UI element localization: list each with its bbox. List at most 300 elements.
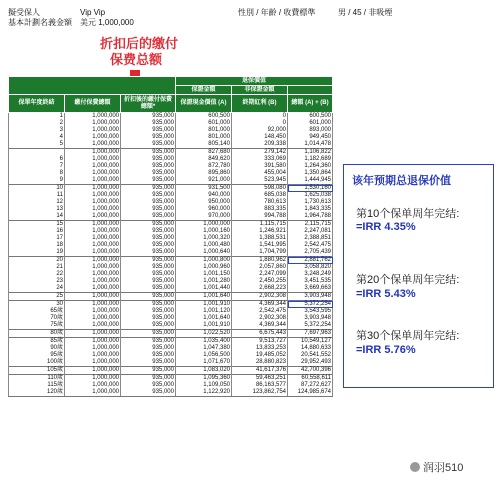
table-row (9, 308, 333, 315)
table-cell: 18 (9, 242, 65, 249)
table-cell: 4,369,344 (232, 322, 288, 330)
table-cell: 1,000,960 (176, 264, 232, 271)
table-cell: 935,000 (121, 382, 176, 389)
table-cell: 1,000,000 (65, 301, 121, 309)
table-cell: 935,000 (121, 120, 176, 127)
table-cell: 1,704,799 (232, 249, 288, 257)
table-cell: 2,388,851 (288, 235, 333, 242)
table-cell: 935,000 (121, 156, 176, 163)
table-cell: 523,945 (232, 177, 288, 185)
table-cell: 2,902,308 (232, 315, 288, 322)
table-cell: 80歲 (9, 330, 65, 338)
table-cell: 25 (9, 293, 65, 301)
table-cell: 120歲 (9, 389, 65, 397)
table-row (9, 293, 333, 301)
table-cell: 115歲 (9, 382, 65, 389)
col-discounted-premium: 折扣後的繳付保費總額* (121, 95, 176, 113)
table-cell: 2,668,223 (232, 285, 288, 293)
table-cell: 935,000 (121, 228, 176, 235)
guaranteed-subheader: 保證金額 (176, 86, 232, 95)
table-cell: 1,625,038 (288, 192, 333, 199)
table-cell: 935,000 (121, 170, 176, 177)
table-cell: 1,843,335 (288, 206, 333, 213)
table-cell: 10 (9, 185, 65, 193)
table-cell: 1,115,715 (232, 221, 288, 229)
table-row (9, 163, 333, 170)
table-cell: 3 (9, 127, 65, 134)
table-cell: 209,338 (232, 141, 288, 149)
year10-label: 第10个保单周年完结: (356, 208, 460, 220)
table-cell: 1,001,440 (176, 285, 232, 293)
table-cell: 3,669,663 (288, 285, 333, 293)
table-row (9, 375, 333, 383)
table-cell: 2,450,255 (232, 278, 288, 285)
table-row (9, 389, 333, 397)
sum-label: 基本計劃名義金額 (8, 18, 72, 27)
table-cell: 1,000,000 (65, 389, 121, 397)
table-cell: 2,542,475 (288, 242, 333, 249)
col-total: 總額 (A) + (B) (288, 95, 333, 113)
table-cell: 1,000,000 (65, 330, 121, 338)
table-cell: 1,056,500 (176, 352, 232, 359)
table-cell: 935,000 (121, 149, 176, 157)
table-cell: 4 (9, 134, 65, 141)
table-cell: 21 (9, 264, 65, 271)
table-cell: 13 (9, 206, 65, 213)
table-cell: 13,833,253 (232, 345, 288, 352)
insured-label: 擬受保人 (8, 8, 40, 17)
table-cell: 1,000,000 (65, 345, 121, 352)
table-cell: 1,000,000 (65, 257, 121, 265)
table-cell: 42,700,396 (288, 367, 333, 375)
table-cell: 600,500 (176, 113, 232, 121)
table-cell: 1,001,640 (176, 293, 232, 301)
table-cell: 935,000 (121, 330, 176, 338)
table-cell: 1,000,000 (65, 206, 121, 213)
table-cell: 1,001,640 (176, 315, 232, 322)
table-cell: 85歲 (9, 338, 65, 346)
table-cell: 5 (9, 141, 65, 149)
table-cell: 95歲 (9, 352, 65, 359)
table-row (9, 177, 333, 185)
table-cell: 935,000 (121, 127, 176, 134)
table-row (9, 213, 333, 221)
table-cell: 1,000,000 (65, 242, 121, 249)
table-cell: 935,000 (121, 257, 176, 265)
table-cell: 1,001,120 (176, 308, 232, 315)
table-cell: 1,000,000 (65, 367, 121, 375)
table-cell: 893,000 (288, 127, 333, 134)
table-cell: 935,000 (121, 199, 176, 206)
table-cell: 1,000,640 (176, 249, 232, 257)
sum-value: 美元 1,000,000 (80, 18, 134, 27)
table-cell: 14 (9, 213, 65, 221)
table-cell: 6,675,443 (232, 330, 288, 338)
table-row (9, 322, 333, 330)
table-cell: 1,000,000 (65, 375, 121, 383)
col-total-premium: 繳付保費總額 (65, 95, 121, 113)
table-row (9, 221, 333, 229)
table-cell: 100歲 (9, 359, 65, 367)
table-cell: 935,000 (121, 185, 176, 193)
year20-label: 第20个保单周年完结: (356, 274, 460, 286)
table-cell: 1,083,020 (176, 367, 232, 375)
table-cell: 7,697,963 (288, 330, 333, 338)
table-cell: 1,388,531 (232, 235, 288, 242)
table-cell: 1,000,000 (65, 185, 121, 193)
table-cell: 5,372,254 (288, 301, 333, 309)
table-cell: 935,000 (121, 242, 176, 249)
table-cell: 1,001,910 (176, 301, 232, 309)
table-cell: 1,000,000 (65, 359, 121, 367)
table-cell: 3,543,595 (288, 308, 333, 315)
table-row (9, 192, 333, 199)
table-cell: 949,450 (288, 134, 333, 141)
table-row (9, 206, 333, 213)
table-cell: 1,000,000 (65, 285, 121, 293)
table-cell: 1,000,000 (65, 315, 121, 322)
table-cell: 935,000 (121, 163, 176, 170)
annotation-line1: 折扣后的缴付 (100, 36, 179, 51)
year30-irr: =IRR 5.76% (356, 344, 416, 356)
table-cell: 1,000,000 (65, 149, 121, 157)
watermark (410, 459, 463, 475)
table-row (9, 113, 333, 121)
col-policy-year: 保單年度終結 (9, 95, 65, 113)
table-cell: 2,881,762 (288, 257, 333, 265)
table-cell: 28,880,823 (232, 359, 288, 367)
table-cell: 970,000 (176, 213, 232, 221)
table-cell: 827,680 (176, 149, 232, 157)
table-cell: 935,000 (121, 345, 176, 352)
table-cell: 20,541,552 (288, 352, 333, 359)
table-cell: 1,000,000 (65, 338, 121, 346)
table-cell: 3,058,820 (288, 264, 333, 271)
table-cell: 950,000 (176, 199, 232, 206)
table-cell: 1,000,000 (65, 264, 121, 271)
table-cell: 935,000 (121, 134, 176, 141)
table-row (9, 141, 333, 149)
table-row (9, 242, 333, 249)
table-cell: 1,000,320 (176, 235, 232, 242)
table-cell: 0 (232, 113, 288, 121)
table-cell: 1,122,920 (176, 389, 232, 397)
table-cell: 333,069 (232, 156, 288, 163)
table-cell: 124,985,674 (288, 389, 333, 397)
table-cell: 8 (9, 170, 65, 177)
table-row (9, 367, 333, 375)
table-row (9, 170, 333, 177)
table-cell: 1,000,000 (65, 170, 121, 177)
table-cell: 935,000 (121, 293, 176, 301)
table-row (9, 134, 333, 141)
table-cell: 1,000,000 (65, 141, 121, 149)
table-cell: 1,000,000 (65, 322, 121, 330)
table-cell: 935,000 (121, 375, 176, 383)
table-cell: 15 (9, 221, 65, 229)
table-cell: 895,860 (176, 170, 232, 177)
profile-value: 男 / 45 / 非吸煙 (338, 8, 393, 17)
table-cell: 1,350,864 (288, 170, 333, 177)
table-row (9, 352, 333, 359)
table-cell: 3,903,948 (288, 315, 333, 322)
table-cell: 2,902,308 (232, 293, 288, 301)
table-cell: 1,000,000 (65, 228, 121, 235)
table-cell: 935,000 (121, 315, 176, 322)
table-row (9, 345, 333, 352)
table-cell: 12 (9, 199, 65, 206)
table-cell: 1 (9, 113, 65, 121)
table-cell: 1,964,788 (288, 213, 333, 221)
table-cell: 935,000 (121, 177, 176, 185)
surrender-value-header: 退保價值 (176, 77, 333, 86)
table-cell: 105歲 (9, 367, 65, 375)
table-cell: 935,000 (121, 141, 176, 149)
table-cell: 3,248,249 (288, 271, 333, 278)
non-guaranteed-subheader: 非保證金額 (232, 86, 288, 95)
insured-value: Vip Vip (80, 8, 106, 17)
table-cell: 1,000,000 (65, 113, 121, 121)
table-cell: 935,000 (121, 113, 176, 121)
table-row (9, 249, 333, 257)
table-cell: 1,000,000 (65, 382, 121, 389)
table-cell: 1,001,910 (176, 322, 232, 330)
table-row (9, 278, 333, 285)
table-cell: 1,000,000 (65, 352, 121, 359)
table-cell: 600,500 (288, 113, 333, 121)
table-row (9, 359, 333, 367)
table-cell: 960,000 (176, 206, 232, 213)
table-cell: 23 (9, 278, 65, 285)
table-cell: 935,000 (121, 352, 176, 359)
table-row (9, 257, 333, 265)
table-cell: 1,246,921 (232, 228, 288, 235)
table-cell: 59,463,251 (232, 375, 288, 383)
table-cell: 940,000 (176, 192, 232, 199)
table-cell: 11 (9, 192, 65, 199)
table-cell: 1,000,000 (65, 127, 121, 134)
table-cell: 5,372,254 (288, 322, 333, 330)
year30-label: 第30个保单周年完结: (356, 330, 460, 342)
table-row (9, 120, 333, 127)
table-cell: 90歲 (9, 345, 65, 352)
table-row (9, 338, 333, 346)
table-cell: 935,000 (121, 301, 176, 309)
table-cell: 935,000 (121, 192, 176, 199)
table-cell: 1,530,160 (288, 185, 333, 193)
table-cell: 780,613 (232, 199, 288, 206)
table-cell: 10,549,127 (288, 338, 333, 346)
irr-summary-title: 该年预期总退保价值 (352, 175, 451, 187)
table-cell: 1,000,000 (65, 278, 121, 285)
table-cell: 391,580 (232, 163, 288, 170)
table-cell: 148,450 (232, 134, 288, 141)
table-row (9, 330, 333, 338)
annotation-line2: 保费总额 (110, 52, 163, 67)
table-row (9, 235, 333, 242)
table-cell: 4,369,344 (232, 301, 288, 309)
table-cell: 1,022,520 (176, 330, 232, 338)
table-cell: 849,620 (176, 156, 232, 163)
table-cell: 1,000,480 (176, 242, 232, 249)
table-cell: 935,000 (121, 389, 176, 397)
table-cell: 2,542,475 (232, 308, 288, 315)
table-cell: 3,451,535 (288, 278, 333, 285)
table-cell: 7 (9, 163, 65, 170)
table-cell: 935,000 (121, 359, 176, 367)
table-cell: 17 (9, 235, 65, 242)
table-row (9, 271, 333, 278)
table-row (9, 264, 333, 271)
table-cell: 9 (9, 177, 65, 185)
surrender-value-table (8, 76, 333, 397)
table-cell: 6 (9, 156, 65, 163)
table-cell: 935,000 (121, 206, 176, 213)
table-cell: 935,000 (121, 338, 176, 346)
table-cell: 1,000,000 (65, 134, 121, 141)
table-cell: 3,903,948 (288, 293, 333, 301)
table-cell: 29,952,493 (288, 359, 333, 367)
table-cell: 931,500 (176, 185, 232, 193)
table-row (9, 149, 333, 157)
table-cell: 70歲 (9, 315, 65, 322)
table-cell: 1,109,050 (176, 382, 232, 389)
table-cell: 1,095,360 (176, 375, 232, 383)
table-cell: 279,142 (232, 149, 288, 157)
table-cell: 1,000,000 (65, 308, 121, 315)
table-cell: 9,513,727 (232, 338, 288, 346)
table-cell: 598,080 (232, 185, 288, 193)
table-cell: 86,163,577 (232, 382, 288, 389)
table-cell: 601,000 (288, 120, 333, 127)
col-guaranteed-cash-value: 保證現金價值 (A) (176, 95, 232, 113)
table-cell: 2 (9, 120, 65, 127)
table-cell: 1,000,160 (176, 228, 232, 235)
table-cell: 1,106,822 (288, 149, 333, 157)
table-cell: 1,000,000 (65, 199, 121, 206)
table-cell: 805,140 (176, 141, 232, 149)
table-cell: 60,558,611 (288, 375, 333, 383)
table-row (9, 301, 333, 309)
table-cell: 1,000,000 (65, 293, 121, 301)
table-cell: 20 (9, 257, 65, 265)
year20-irr: =IRR 5.43% (356, 288, 416, 300)
table-cell: 1,000,000 (65, 156, 121, 163)
table-cell: 921,000 (176, 177, 232, 185)
table-cell: 1,880,962 (232, 257, 288, 265)
table-cell: 1,047,380 (176, 345, 232, 352)
table-cell: 872,780 (176, 163, 232, 170)
table-cell: 2,705,439 (288, 249, 333, 257)
table-cell: 1,541,995 (232, 242, 288, 249)
table-cell: 1,000,000 (65, 235, 121, 242)
table-cell: 14,880,633 (288, 345, 333, 352)
table-cell: 1,000,000 (65, 163, 121, 170)
table-cell: 30 (9, 301, 65, 309)
table-cell: 1,001,150 (176, 271, 232, 278)
table-cell: 935,000 (121, 249, 176, 257)
table-row (9, 228, 333, 235)
table-cell: 1,000,800 (176, 257, 232, 265)
table-cell: 2,247,081 (288, 228, 333, 235)
table-row (9, 315, 333, 322)
table-cell: 1,071,670 (176, 359, 232, 367)
watermark-text: 润羽510 (423, 462, 464, 474)
table-row (9, 285, 333, 293)
table-cell: 2,057,860 (232, 264, 288, 271)
table-cell: 455,004 (232, 170, 288, 177)
table-cell: 75歲 (9, 322, 65, 330)
table-cell: 0 (232, 120, 288, 127)
table-cell: 935,000 (121, 285, 176, 293)
table-row (9, 127, 333, 134)
table-cell: 1,001,280 (176, 278, 232, 285)
table-cell: 1,730,613 (288, 199, 333, 206)
table-cell: 19 (9, 249, 65, 257)
table-cell: 1,000,000 (65, 213, 121, 221)
table-row (9, 382, 333, 389)
table-cell: 1,000,000 (65, 271, 121, 278)
table-cell: 24 (9, 285, 65, 293)
table-cell: 801,000 (176, 127, 232, 134)
table-cell: 1,000,000 (65, 120, 121, 127)
profile-label: 性別 / 年齡 / 收費標準 (238, 8, 316, 17)
table-cell: 65歲 (9, 308, 65, 315)
table-cell: 1,182,689 (288, 156, 333, 163)
table-cell: 19,485,052 (232, 352, 288, 359)
table-cell: 1,444,945 (288, 177, 333, 185)
table-cell: 87,272,627 (288, 382, 333, 389)
table-cell: 1,035,400 (176, 338, 232, 346)
table-cell: 935,000 (121, 213, 176, 221)
table-cell: 1,014,478 (288, 141, 333, 149)
table-cell: 110歲 (9, 375, 65, 383)
table-cell: 935,000 (121, 278, 176, 285)
table-cell: 935,000 (121, 271, 176, 278)
table-cell: 1,000,000 (176, 221, 232, 229)
table-cell: 994,788 (232, 213, 288, 221)
table-cell: 935,000 (121, 367, 176, 375)
table-cell: 22 (9, 271, 65, 278)
year10-irr: =IRR 4.35% (356, 221, 416, 233)
table-cell: 92,000 (232, 127, 288, 134)
table-cell: 1,000,000 (65, 192, 121, 199)
table-cell: 1,264,360 (288, 163, 333, 170)
table-cell: 801,000 (176, 134, 232, 141)
col-terminal-bonus: 終期紅利 (B) (232, 95, 288, 113)
table-cell: 935,000 (121, 264, 176, 271)
table-row (9, 199, 333, 206)
table-cell: 1,000,000 (65, 177, 121, 185)
table-cell (9, 149, 65, 157)
table-cell: 2,115,715 (288, 221, 333, 229)
table-row (9, 185, 333, 193)
table-cell: 16 (9, 228, 65, 235)
table-cell: 41,617,376 (232, 367, 288, 375)
table-cell: 935,000 (121, 308, 176, 315)
wechat-icon (410, 462, 420, 472)
table-row (9, 156, 333, 163)
table-cell: 935,000 (121, 235, 176, 242)
table-cell: 1,000,000 (65, 249, 121, 257)
table-cell: 123,862,754 (232, 389, 288, 397)
table-cell: 2,247,099 (232, 271, 288, 278)
table-cell: 935,000 (121, 322, 176, 330)
table-cell: 883,335 (232, 206, 288, 213)
table-cell: 601,000 (176, 120, 232, 127)
table-cell: 685,038 (232, 192, 288, 199)
table-cell: 1,000,000 (65, 221, 121, 229)
